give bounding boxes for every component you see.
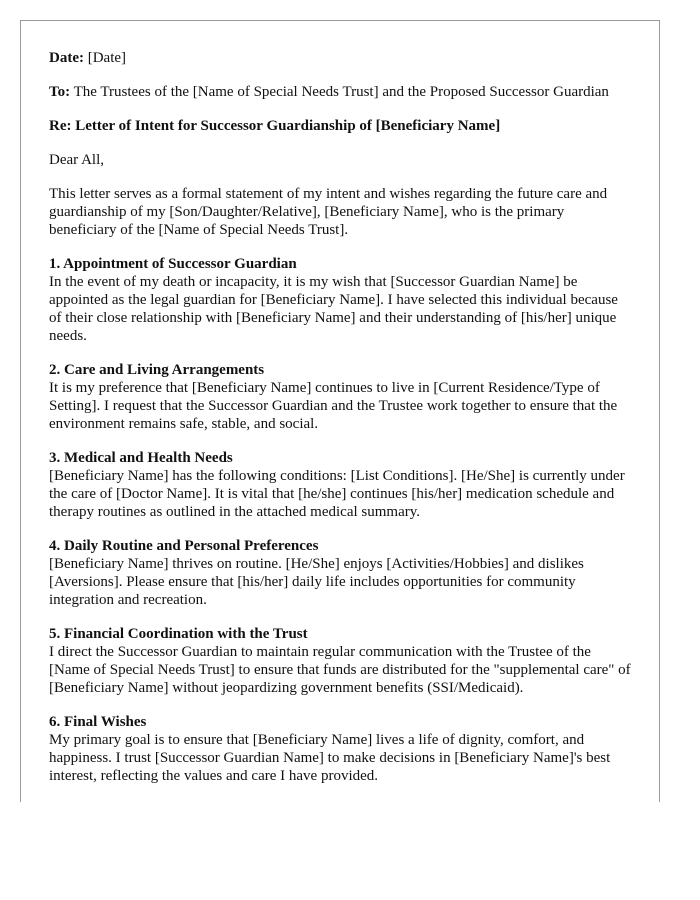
section-body: In the event of my death or incapacity, it is my wish that [Successor Guardian Name] be appointed as the legal guardian for [Beneficiary Name]. I have selected this individual because of their close relationship with [Beneficiary Name] and their understanding of [his/her] unique needs. (49, 274, 618, 344)
to-line (49, 83, 631, 101)
section-title: 4. Daily Routine and Personal Preferences (49, 538, 319, 554)
section-final-wishes (49, 713, 631, 785)
to-label: To: (49, 84, 71, 100)
section-medical (49, 449, 631, 521)
section-financial (49, 625, 631, 697)
section-body: I direct the Successor Guardian to maintain regular communication with the Trustee of the [Name of Special Needs Trust] to ensure that funds are distributed for the "supplemental care" of [Beneficiary Name] without jeopardizing government benefits (SSI/Medicaid). (49, 644, 631, 696)
section-daily-routine (49, 537, 631, 609)
date-line (49, 49, 631, 67)
section-appointment (49, 255, 631, 345)
section-body: My primary goal is to ensure that [Beneficiary Name] lives a life of dignity, comfort, and happiness. I trust [Successor Guardian Name] to make decisions in [Beneficiary Name]'s best interest, reflecting the values and care I have provided. (49, 732, 611, 784)
to-value: The Trustees of the [Name of Special Needs Trust] and the Proposed Successor Guardian (73, 84, 609, 100)
date-label: Date: (49, 50, 84, 66)
section-care-living (49, 361, 631, 433)
date-value: [Date] (87, 50, 127, 66)
letter-page (20, 20, 660, 802)
section-title: 2. Care and Living Arrangements (49, 362, 265, 378)
section-body: [Beneficiary Name] has the following conditions: [List Conditions]. [He/She] is currently under the care of [Doctor Name]. It is vital that [he/she] continues [his/her] medication schedule and therapy routines as outlined in the attached medical summary. (49, 468, 625, 520)
section-body: It is my preference that [Beneficiary Name] continues to live in [Current Residence/Type of Setting]. I request that the Successor Guardian and the Trustee work together to ensure that the environment remains safe, stable, and social. (49, 380, 618, 432)
section-title: 3. Medical and Health Needs (49, 450, 233, 466)
salutation: Dear All, (49, 152, 104, 168)
section-title: 6. Final Wishes (49, 714, 147, 730)
section-title: 1. Appointment of Successor Guardian (49, 256, 297, 272)
intro-paragraph: This letter serves as a formal statement of my intent and wishes regarding the future care and guardianship of my [Son/Daughter/Relative], [Beneficiary Name], who is the primary beneficiary of the [Name of Special Needs Trust]. (49, 186, 608, 238)
section-body: [Beneficiary Name] thrives on routine. [He/She] enjoys [Activities/Hobbies] and dislikes [Aversions]. Please ensure that [his/her] daily life includes opportunities for community integration and recreation. (49, 556, 584, 608)
section-title: 5. Financial Coordination with the Trust (49, 626, 308, 642)
re-line: Re: Letter of Intent for Successor Guardianship of [Beneficiary Name] (49, 118, 501, 134)
